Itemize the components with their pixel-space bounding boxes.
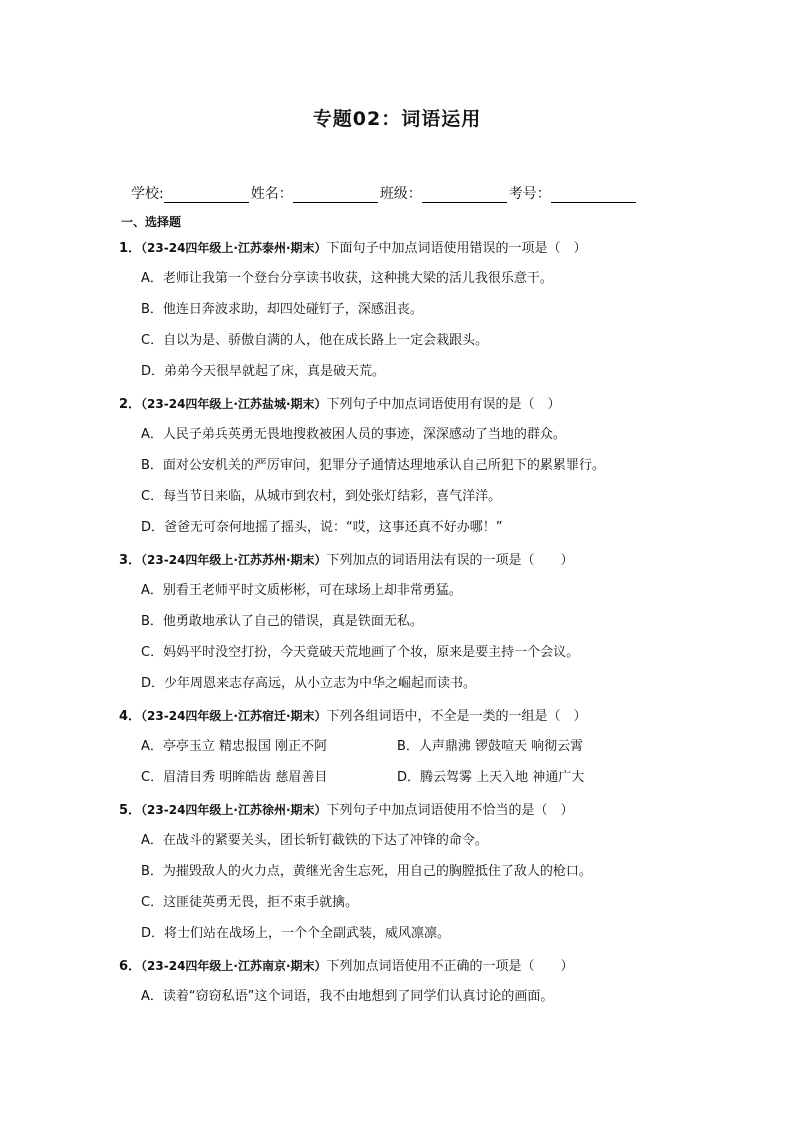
name-blank[interactable] <box>293 188 378 203</box>
question-text: 下列句子中加点词语使用不恰当的是（ ） <box>326 803 574 818</box>
question-5-option-d: D．将士们站在战场上，一个个全副武装，威风凛凛。 <box>141 926 451 941</box>
question-text: 下列加点的词语用法有误的一项是（ ） <box>326 553 574 568</box>
question-5-option-c: C．这匪徒英勇无畏，拒不束手就擒。 <box>141 895 359 910</box>
question-source: （23-24四年级上·江苏盐城·期末） <box>141 397 327 411</box>
question-3-stem <box>119 552 574 569</box>
question-1-option-d: D．弟弟今天很早就起了床，真是破天荒。 <box>141 364 386 379</box>
question-source: （23-24四年级上·江苏徐州·期末） <box>141 803 327 817</box>
question-text: 下列句子中加点词语使用有误的是（ ） <box>326 397 561 412</box>
question-2-option-d: D．爸爸无可奈何地摇了摇头，说：“哎，这事还真不好办哪！” <box>141 520 503 535</box>
question-4-option-d: D．腾云驾雾 上天入地 神通广大 <box>397 770 585 785</box>
question-text: 下列加点词语使用不正确的一项是（ ） <box>326 959 574 974</box>
question-4-options-row-1 <box>141 739 653 755</box>
question-number: 2． <box>119 397 142 412</box>
question-text: 下面句子中加点词语使用错误的一项是（ ） <box>326 241 587 256</box>
question-4-option-c: C．眉清目秀 明眸皓齿 慈眉善目 <box>141 770 328 785</box>
question-source: （23-24四年级上·江苏宿迁·期末） <box>141 709 327 723</box>
question-text: 下列各组词语中，不全是一类的一组是（ ） <box>326 709 587 724</box>
name-label: 姓名： <box>250 186 293 202</box>
question-number: 6． <box>119 959 142 974</box>
question-6-stem <box>119 958 574 975</box>
question-4-stem <box>119 708 587 725</box>
question-source: （23-24四年级上·江苏南京·期末） <box>141 959 327 973</box>
school-label: 学校: <box>131 186 164 202</box>
question-2-option-a: A．人民子弟兵英勇无畏地搜救被困人员的事迹，深深感动了当地的群众。 <box>141 427 566 442</box>
question-number: 4． <box>119 709 142 724</box>
question-4-options-row-2 <box>141 770 653 786</box>
question-1-option-c: C．自以为是、骄傲自满的人，他在成长路上一定会栽跟头。 <box>141 333 489 348</box>
section-heading: 一、选择题 <box>121 215 182 229</box>
question-4-option-a: A．亭亭玉立 精忠报国 刚正不阿 <box>141 739 328 754</box>
question-2-option-c: C．每当节日来临，从城市到农村，到处张灯结彩，喜气洋洋。 <box>141 489 502 504</box>
question-source: （23-24四年级上·江苏苏州·期末） <box>141 553 327 567</box>
question-1-option-a: A．老师让我第一个登台分享读书收获，这种挑大梁的活儿我很乐意干。 <box>141 271 553 286</box>
question-3-option-a: A．别看王老师平时文质彬彬，可在球场上却非常勇猛。 <box>141 583 462 598</box>
question-1-option-b: B．他连日奔波求助，却四处碰钉子，深感沮丧。 <box>141 302 423 317</box>
question-2-option-b: B．面对公安机关的严厉审问，犯罪分子通情达理地承认自己所犯下的累累罪行。 <box>141 458 605 473</box>
class-blank[interactable] <box>422 188 507 203</box>
question-6-option-a: A．读着“窃窃私语”这个词语，我不由地想到了同学们认真讨论的画面。 <box>141 989 554 1004</box>
question-2-stem <box>119 396 561 413</box>
question-source: （23-24四年级上·江苏泰州·期末） <box>141 241 327 255</box>
question-3-option-d: D．少年周恩来志存高远，从小立志为中华之崛起而读书。 <box>141 676 477 691</box>
number-label: 考号： <box>508 186 551 202</box>
question-5-option-b: B．为摧毁敌人的火力点，黄继光舍生忘死，用自己的胸膛抵住了敌人的枪口。 <box>141 864 592 879</box>
question-4-option-b: B．人声鼎沸 锣鼓喧天 响彻云霄 <box>397 739 584 754</box>
question-5-stem <box>119 802 574 819</box>
question-1-stem <box>119 240 587 257</box>
question-number: 1． <box>119 241 142 256</box>
school-blank[interactable] <box>164 188 249 203</box>
student-info-line <box>131 183 638 203</box>
question-number: 3． <box>119 553 142 568</box>
question-3-option-c: C．妈妈平时没空打扮，今天竟破天荒地画了个妆，原来是要主持一个会议。 <box>141 645 580 660</box>
number-blank[interactable] <box>551 188 636 203</box>
question-3-option-b: B．他勇敢地承认了自己的错误，真是铁面无私。 <box>141 614 423 629</box>
question-number: 5． <box>119 803 142 818</box>
class-label: 班级： <box>379 186 422 202</box>
question-5-option-a: A．在战斗的紧要关头，团长斩钉截铁的下达了冲锋的命令。 <box>141 833 488 848</box>
page-title: 专题02：词语运用 <box>312 108 482 130</box>
